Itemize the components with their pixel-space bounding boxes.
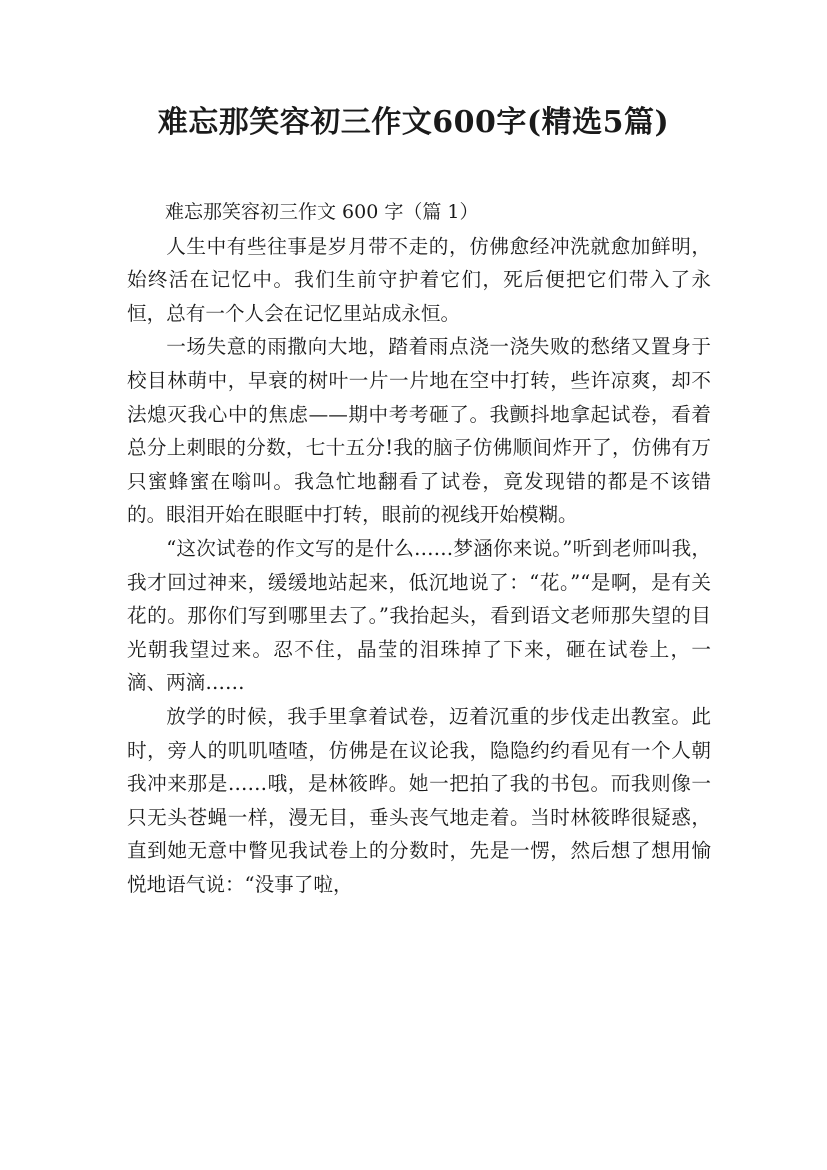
paragraph: 放学的时候，我手里拿着试卷，迈着沉重的步伐走出教室。此时，旁人的叽叽喳喳，仿佛是在议论我，隐隐约约看见有一个人朝我冲来那是……哦，是林筱晔。她一把拍了我的书包。而我则像一只无头苍蝇一样，漫无目，垂头丧气地走着。当时林筱晔很疑惑，直到她无意中瞥见我试卷上的分数时，先是一愣，然后想了想用愉悦地语气说：“没事了啦， [127,704,711,896]
paragraph: 人生中有些往事是岁月带不走的，仿佛愈经冲洗就愈加鲜明，始终活在记忆中。我们生前守护着它们，死后便把它们带入了永恒，总有一个人会在记忆里站成永恒。 [127,234,711,325]
paragraph: “这次试卷的作文写的是什么……梦涵你来说。”听到老师叫我，我才回过神来，缓缓地站起来，低沉地说了：“花。”“是啊，是有关花的。那你们写到哪里去了。”我抬起头，看到语文老师那失望的目光朝我望过来。忍不住，晶莹的泪珠掉了下来，砸在试卷上，一滴、两滴…… [127,536,711,695]
document-title: 难忘那笑容初三作文600字(精选5篇) [157,105,670,140]
section-heading: 难忘那笑容初三作文 600 字（篇 1） [165,201,479,223]
document-body [127,196,711,901]
paragraph: 一场失意的雨撒向大地，踏着雨点浇一浇失败的愁绪又置身于校目林萌中，早衰的树叶一片一片地在空中打转，些许凉爽，却不法熄灭我心中的焦虑——期中考考砸了。我颤抖地拿起试卷，看着总分上刺眼的分数，七十五分!我的脑子仿佛顺间炸开了，仿佛有万只蜜蜂蜜在嗡叫。我急忙地翻看了试卷，竟发现错的都是不该错的。眼泪开始在眼眶中打转，眼前的视线开始模糊。 [127,335,711,527]
